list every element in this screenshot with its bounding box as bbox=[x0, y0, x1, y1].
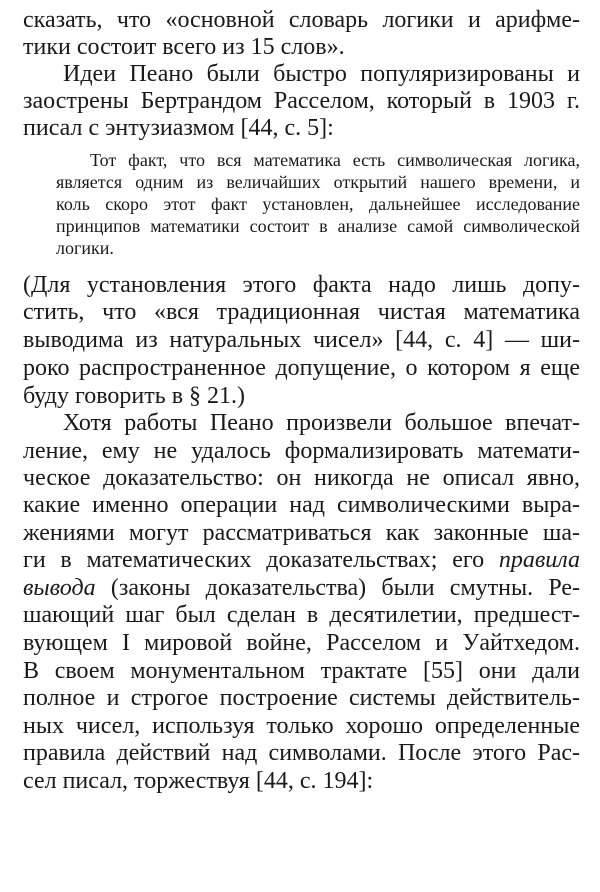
text-line bbox=[23, 576, 580, 603]
quote-line: Тот факт, что вся математика есть символическая логика, bbox=[90, 150, 580, 170]
italic-term: вывода bbox=[23, 575, 96, 601]
text-line: заострены Бертрандом Расселом, который в 1903 г. bbox=[23, 88, 580, 114]
text-line: шающий шаг был сделан в десятилетии, предшест- bbox=[23, 602, 580, 628]
quote-line: является одним из величайших открытий нашего времени, и bbox=[56, 172, 580, 192]
text-line: полное и строгое построение системы действитель- bbox=[23, 685, 580, 711]
text-line: стить, что «вся традиционная чистая математика bbox=[23, 299, 580, 325]
quote-line: принципов математики состоит в анализе самой символической bbox=[56, 216, 580, 236]
quote-line: коль скоро этот факт установлен, дальнейшее исследование bbox=[56, 194, 580, 214]
text-line: ных чисел, используя только хорошо определенные bbox=[23, 713, 580, 739]
quote-line: логики. bbox=[56, 238, 114, 258]
text-line: сел писал, торжествуя [44, с. 194]: bbox=[23, 768, 374, 794]
text-line: (Для установления этого факта надо лишь допу- bbox=[23, 272, 580, 298]
text-line: тики состоит всего из 15 слов». bbox=[23, 34, 345, 60]
text-line: Хотя работы Пеано произвели большое впечат- bbox=[63, 410, 580, 436]
text-line: буду говорить в § 21.) bbox=[23, 383, 246, 409]
text-fragment: ги в математических доказательствах; его bbox=[23, 547, 499, 573]
text-line: роко распространенное допущение, о котором я еще bbox=[23, 355, 580, 381]
text-line: правила действий над символами. После этого Рас- bbox=[23, 740, 580, 766]
italic-term: правила bbox=[498, 547, 580, 573]
text-line: писал с энтузиазмом [44, с. 5]: bbox=[23, 115, 334, 141]
text-line: выводима из натуральных чисел» [44, с. 4] — ши- bbox=[23, 327, 580, 353]
text-line: вующем I мировой войне, Расселом и Уайтхедом. bbox=[23, 630, 580, 656]
text-line bbox=[23, 548, 580, 575]
text-line: какие именно операции над символическими выра- bbox=[23, 492, 580, 518]
text-line: ление, ему не удалось формализировать математи- bbox=[23, 438, 580, 464]
text-line: жениями могут рассматриваться как законные ша- bbox=[23, 520, 580, 546]
text-line: ческое доказательство: он никогда не описал явно, bbox=[23, 465, 580, 491]
text-line: сказать, что «основной словарь логики и арифме- bbox=[23, 7, 580, 33]
text-fragment: (законы доказательства) были смутны. Ре- bbox=[110, 575, 581, 601]
text-line: Идеи Пеано были быстро популяризированы и bbox=[63, 61, 580, 87]
text-line: В своем монументальном трактате [55] они дали bbox=[23, 658, 580, 684]
